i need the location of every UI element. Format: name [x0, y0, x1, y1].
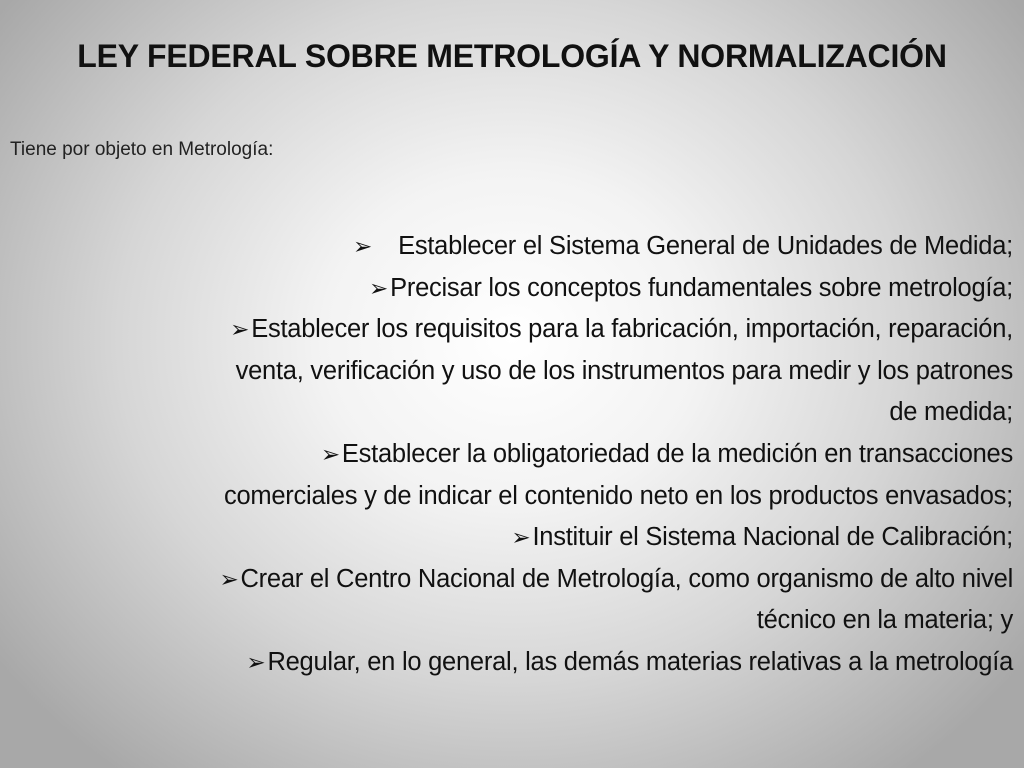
arrow-bullet-icon: ➢ — [246, 648, 266, 675]
arrow-bullet-icon: ➢ — [353, 233, 373, 259]
list-item — [14, 559, 1013, 642]
intro-text: Tiene por objeto en Metrología: — [10, 139, 274, 160]
list-item — [14, 268, 1013, 310]
list-item — [14, 226, 1013, 268]
arrow-bullet-icon: ➢ — [219, 565, 239, 592]
item-text-continued: técnico en la materia; y — [756, 606, 1013, 635]
item-text: Crear el Centro Nacional de Metrología, como organismo de alto nivel — [240, 564, 1013, 593]
arrow-bullet-icon: ➢ — [369, 274, 389, 301]
list-item — [14, 642, 1013, 684]
arrow-bullet-icon: ➢ — [230, 316, 250, 343]
item-text-continued: venta, verificación y uso de los instrumentos para medir y los patrones — [235, 356, 1013, 385]
arrow-bullet-icon: ➢ — [320, 440, 340, 467]
item-text: Establecer los requisitos para la fabricación, importación, reparación, — [251, 315, 1013, 344]
slide-title: LEY FEDERAL SOBRE METROLOGÍA Y NORMALIZACIÓN — [77, 38, 947, 74]
item-text-continued: comerciales y de indicar el contenido neto en los productos envasados; — [223, 481, 1013, 510]
item-text: Establecer el Sistema General de Unidades de Medida; — [398, 232, 1013, 260]
list-item — [14, 434, 1013, 517]
item-text: Instituir el Sistema Nacional de Calibración; — [532, 523, 1013, 552]
objectives-list — [14, 226, 1013, 684]
item-text: Precisar los conceptos fundamentales sobre metrología; — [390, 273, 1013, 302]
item-text: Establecer la obligatoriedad de la medición en transacciones — [341, 439, 1013, 468]
item-text-continued: de medida; — [889, 398, 1013, 427]
list-item — [14, 517, 1013, 559]
arrow-bullet-icon: ➢ — [511, 524, 531, 551]
list-item — [14, 309, 1013, 434]
item-text: Regular, en lo general, las demás materias relativas a la metrología — [267, 647, 1013, 676]
